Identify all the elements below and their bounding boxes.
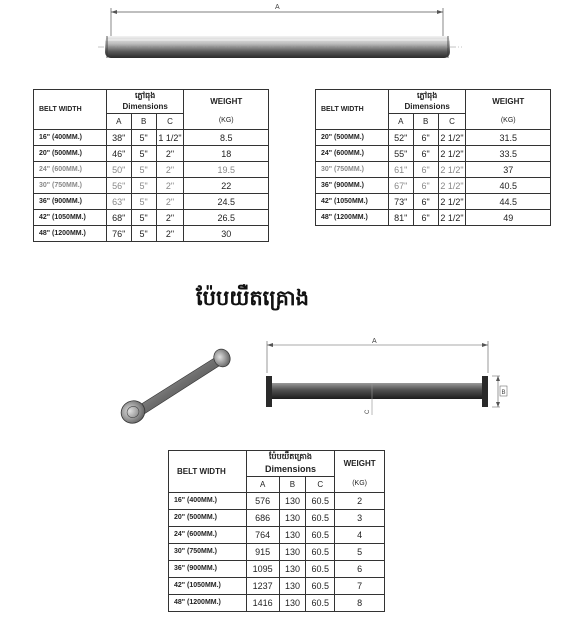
table-row: [34, 194, 269, 210]
weight-cell: 19.5: [184, 162, 269, 178]
dim-a-cell: 63": [106, 194, 131, 210]
col-c-header: C: [306, 477, 335, 493]
dim-c-cell: 2": [156, 194, 184, 210]
dim-a-cell: 46": [106, 146, 131, 162]
dim-a-cell: 50": [106, 162, 131, 178]
table-row: [169, 493, 385, 510]
dim-label-a: A: [275, 4, 280, 11]
khmer-title: ប៉ែបយឺតគ្រោង: [246, 451, 335, 464]
dim-label-b: B: [501, 390, 506, 396]
belt-width-header: BELT WIDTH: [316, 90, 389, 130]
table-row: [169, 510, 385, 527]
end-cap-left: [266, 376, 272, 407]
weight-cell: 24.5: [184, 194, 269, 210]
weight-cell: 37: [466, 162, 551, 178]
dim-a-cell: 81": [388, 210, 413, 226]
weight-cell: 22: [184, 178, 269, 194]
dimensions-header: Dimensions: [106, 101, 184, 114]
dim-b-cell: 6": [413, 162, 438, 178]
dim-b-cell: 5": [131, 226, 156, 242]
dim-c-cell: 60.5: [306, 595, 335, 612]
dim-c-cell: 2": [156, 162, 184, 178]
top-roller-drawing: [95, 0, 465, 70]
dim-a-cell: 56": [106, 178, 131, 194]
dimensions-header: Dimensions: [388, 101, 466, 114]
belt-width-cell: 36" (900MM.): [34, 194, 107, 210]
dimensions-header: Dimensions: [246, 463, 335, 477]
weight-cell: 8.5: [184, 130, 269, 146]
weight-cell: 2: [335, 493, 385, 510]
belt-width-cell: 42" (1050MM.): [169, 578, 247, 595]
weight-cell: 8: [335, 595, 385, 612]
table-row: [316, 194, 551, 210]
col-c-header: C: [438, 114, 466, 130]
belt-width-cell: 20" (500MM.): [316, 130, 389, 146]
dim-b-cell: 130: [279, 510, 306, 527]
weight-cell: 5: [335, 544, 385, 561]
weight-cell: 31.5: [466, 130, 551, 146]
dim-a-cell: 67": [388, 178, 413, 194]
dim-a-cell: 76": [106, 226, 131, 242]
weight-header: WEIGHT: [466, 90, 551, 114]
dim-a-cell: 52": [388, 130, 413, 146]
dim-a-cell: 73": [388, 194, 413, 210]
spec-table-bottom: [168, 450, 385, 612]
dim-b-cell: 6": [413, 146, 438, 162]
table-row: [316, 210, 551, 226]
dim-a-cell: 915: [246, 544, 279, 561]
khmer-title: ភ្លៅធុង: [106, 90, 184, 102]
dim-c-cell: 2 1/2": [438, 178, 466, 194]
dim-c-cell: 2 1/2": [438, 194, 466, 210]
pin-illustration: [113, 340, 243, 430]
belt-width-cell: 30" (750MM.): [316, 162, 389, 178]
weight-unit: (KG): [466, 114, 551, 130]
belt-width-cell: 48" (1200MM.): [34, 226, 107, 242]
dim-b-cell: 130: [279, 527, 306, 544]
dim-a-cell: 38": [106, 130, 131, 146]
dim-c-cell: 60.5: [306, 561, 335, 578]
dim-c-cell: 2 1/2": [438, 210, 466, 226]
belt-width-cell: 42" (1050MM.): [34, 210, 107, 226]
dim-b-cell: 5": [131, 162, 156, 178]
weight-cell: 26.5: [184, 210, 269, 226]
dim-b-cell: 130: [279, 578, 306, 595]
weight-header: WEIGHT: [335, 451, 385, 477]
weight-cell: 44.5: [466, 194, 551, 210]
dim-b-cell: 5": [131, 178, 156, 194]
dim-b-cell: 6": [413, 210, 438, 226]
spec-table-right: [315, 89, 551, 226]
dim-a-cell: 576: [246, 493, 279, 510]
belt-width-cell: 16" (400MM.): [169, 493, 247, 510]
weight-cell: 40.5: [466, 178, 551, 194]
col-a-header: A: [106, 114, 131, 130]
belt-width-cell: 30" (750MM.): [34, 178, 107, 194]
table-row: [34, 130, 269, 146]
belt-width-cell: 36" (900MM.): [169, 561, 247, 578]
dim-c-cell: 2": [156, 226, 184, 242]
dim-c-cell: 60.5: [306, 544, 335, 561]
dim-c-cell: 60.5: [306, 493, 335, 510]
dim-a-cell: 68": [106, 210, 131, 226]
dim-label-a: A: [372, 338, 377, 345]
dim-b-cell: 6": [413, 178, 438, 194]
end-cap-right: [482, 376, 488, 407]
table-row: [169, 561, 385, 578]
dim-c-cell: 2": [156, 146, 184, 162]
col-c-header: C: [156, 114, 184, 130]
belt-width-cell: 48" (1200MM.): [169, 595, 247, 612]
table-row: [316, 178, 551, 194]
table-row: [316, 146, 551, 162]
pin-head-bottom: [117, 397, 148, 427]
weight-header: WEIGHT: [184, 90, 269, 114]
table-row: [34, 162, 269, 178]
dim-b-cell: 6": [413, 130, 438, 146]
table-row: [169, 578, 385, 595]
belt-width-cell: 30" (750MM.): [169, 544, 247, 561]
dim-c-cell: 2 1/2": [438, 130, 466, 146]
belt-width-cell: 42" (1050MM.): [316, 194, 389, 210]
weight-cell: 30: [184, 226, 269, 242]
belt-width-cell: 20" (500MM.): [34, 146, 107, 162]
table-row: [316, 130, 551, 146]
dim-a-cell: 1237: [246, 578, 279, 595]
weight-cell: 33.5: [466, 146, 551, 162]
weight-cell: 18: [184, 146, 269, 162]
table-row: [34, 178, 269, 194]
dim-b-cell: 5": [131, 194, 156, 210]
belt-width-cell: 24" (600MM.): [34, 162, 107, 178]
belt-width-cell: 36" (900MM.): [316, 178, 389, 194]
col-b-header: B: [413, 114, 438, 130]
dim-c-cell: 2 1/2": [438, 146, 466, 162]
dim-c-cell: 60.5: [306, 510, 335, 527]
dim-c-cell: 60.5: [306, 527, 335, 544]
dim-c-cell: 2": [156, 210, 184, 226]
weight-cell: 3: [335, 510, 385, 527]
weight-unit: (KG): [335, 477, 385, 493]
belt-width-header: BELT WIDTH: [34, 90, 107, 130]
belt-width-cell: 24" (600MM.): [169, 527, 247, 544]
belt-width-cell: 48" (1200MM.): [316, 210, 389, 226]
dim-b-cell: 130: [279, 561, 306, 578]
dim-b-cell: 5": [131, 130, 156, 146]
dim-b-cell: 5": [131, 146, 156, 162]
dim-c-cell: 2": [156, 178, 184, 194]
belt-width-header: BELT WIDTH: [169, 451, 247, 493]
pin-technical-drawing: [258, 333, 508, 423]
col-a-header: A: [388, 114, 413, 130]
dim-a-cell: 1095: [246, 561, 279, 578]
weight-cell: 7: [335, 578, 385, 595]
table-row: [34, 146, 269, 162]
table-row: [34, 210, 269, 226]
belt-width-cell: 20" (500MM.): [169, 510, 247, 527]
pin-bar: [272, 383, 482, 399]
col-b-header: B: [279, 477, 306, 493]
khmer-title: ភ្លៅធុង: [388, 90, 466, 102]
col-b-header: B: [131, 114, 156, 130]
table-row: [316, 162, 551, 178]
dim-label-c: C: [365, 409, 371, 414]
spec-table-left: [33, 89, 269, 242]
dim-a-cell: 764: [246, 527, 279, 544]
dim-a-cell: 1416: [246, 595, 279, 612]
col-a-header: A: [246, 477, 279, 493]
dim-c-cell: 2 1/2": [438, 162, 466, 178]
dim-c-cell: 1 1/2": [156, 130, 184, 146]
weight-cell: 49: [466, 210, 551, 226]
dim-b-cell: 130: [279, 544, 306, 561]
dim-b-cell: 130: [279, 493, 306, 510]
dim-a-cell: 61": [388, 162, 413, 178]
table-row: [169, 595, 385, 612]
dim-b-cell: 6": [413, 194, 438, 210]
dim-a-cell: 55": [388, 146, 413, 162]
dim-b-cell: 5": [131, 210, 156, 226]
weight-cell: 4: [335, 527, 385, 544]
pin-shaft: [135, 357, 222, 416]
table-row: [169, 544, 385, 561]
section-title: ប៉ែបយឺតគ្រោង: [196, 286, 309, 310]
belt-width-cell: 24" (600MM.): [316, 146, 389, 162]
dim-a-cell: 686: [246, 510, 279, 527]
table-row: [34, 226, 269, 242]
dim-c-cell: 60.5: [306, 578, 335, 595]
weight-cell: 6: [335, 561, 385, 578]
weight-unit: (KG): [184, 114, 269, 130]
belt-width-cell: 16" (400MM.): [34, 130, 107, 146]
table-row: [169, 527, 385, 544]
dim-b-cell: 130: [279, 595, 306, 612]
